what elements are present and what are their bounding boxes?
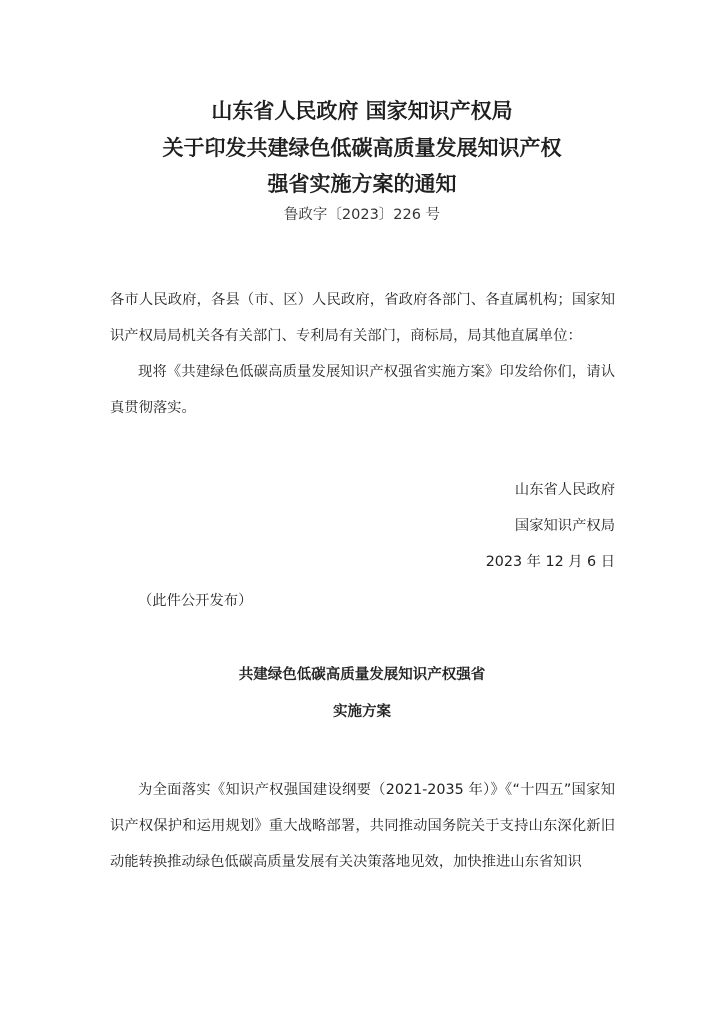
issue-date: 2023 年 12 月 6 日 — [485, 554, 615, 570]
issuer-national-ip-administration: 国家知识产权局 — [514, 518, 615, 534]
notice-title-line-2: 关于印发共建绿色低碳高质量发展知识产权 — [162, 135, 562, 160]
notice-title-line-3: 强省实施方案的通知 — [267, 172, 457, 196]
notice-body-section — [110, 354, 615, 426]
addressee-text: 各市人民政府，各县（市、区）人民政府，省政府各部门、各直属机构；国家知识产权局局机关各有关部门、专利局有关部门，商标局，局其他直属单位： — [110, 292, 615, 344]
plan-first-paragraph: 为全面落实《知识产权强国建设纲要（2021-2035 年）》《“十四五”国家知识产权保护和运用规划》重大战略部署，共同推动国务院关于支持山东深化新旧动能转换推动绿色低碳高质量发展有关决策落地见效，加快推进山东省知识 — [110, 782, 615, 870]
notice-body-text: 现将《共建绿色低碳高质量发展知识产权强省实施方案》印发给你们，请认真贯彻落实。 — [110, 364, 615, 416]
addressee-section — [110, 282, 615, 354]
plan-title-block — [0, 664, 724, 723]
signature-block — [486, 472, 615, 580]
public-release-note: （此件公开发布） — [138, 593, 253, 609]
plan-intro-section — [110, 772, 615, 880]
notice-title-block — [0, 93, 724, 225]
issuer-shandong-government: 山东省人民政府 — [514, 482, 615, 498]
document-number: 鲁政字〔2023〕226 号 — [283, 206, 441, 223]
plan-title-line-1: 共建绿色低碳高质量发展知识产权强省 — [238, 667, 486, 683]
plan-title-line-2: 实施方案 — [333, 704, 391, 720]
notice-title-line-1: 山东省人民政府 国家知识产权局 — [211, 99, 513, 123]
